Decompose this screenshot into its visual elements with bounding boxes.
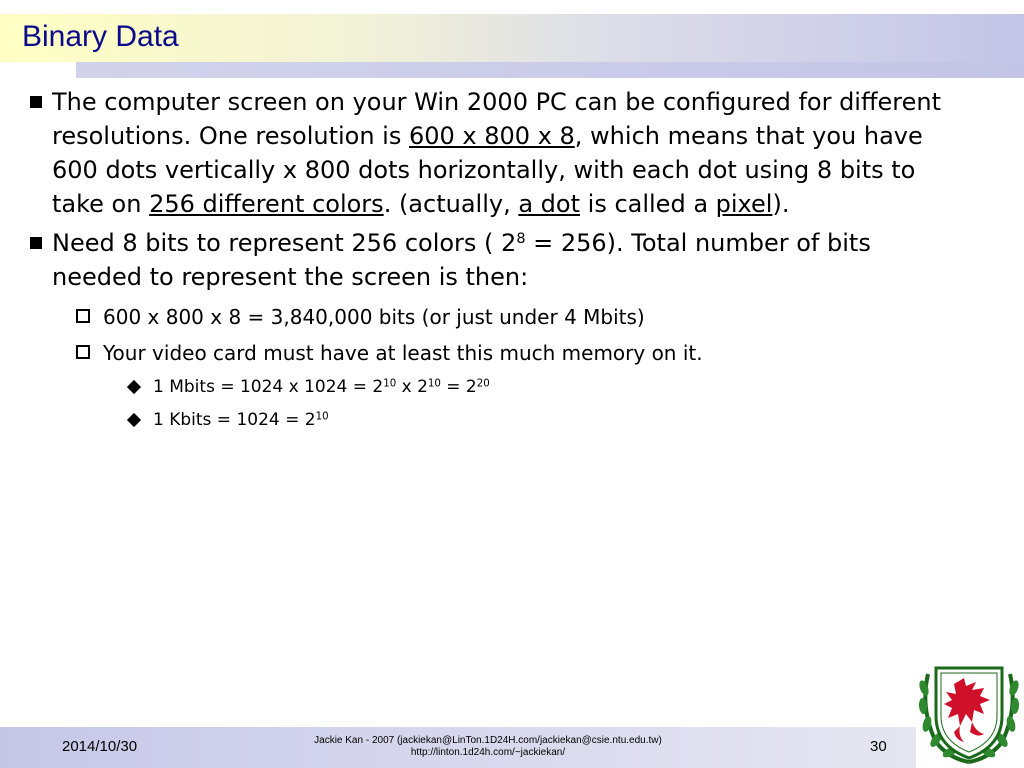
bullet-2 — [52, 226, 871, 294]
title-accent-strip — [76, 62, 1024, 78]
footer-credit-line-2: http://linton.1d24h.com/~jackiekan/ — [410, 747, 566, 758]
exponent: 10 — [315, 411, 329, 423]
underlined-term: 256 different colors — [149, 190, 384, 218]
square-bullet-icon — [30, 237, 42, 249]
exponent: 10 — [427, 378, 441, 390]
hollow-square-bullet-icon — [76, 345, 90, 359]
underlined-term: 600 x 800 x 8 — [408, 122, 575, 150]
diamond-bullet-icon — [127, 380, 141, 394]
diamond-bullet-icon — [127, 413, 141, 427]
sub-bullet-1: 600 x 800 x 8 = 3,840,000 bits (or just under 4 Mbits) — [103, 305, 645, 329]
hollow-square-bullet-icon — [76, 309, 90, 323]
footer-page-number: 30 — [870, 738, 887, 755]
exponent: 20 — [476, 378, 490, 390]
footer-credit — [240, 735, 736, 759]
bullet-1-line-3: 600 dots vertically x 800 dots horizontally, with each dot using 8 bits to — [52, 156, 916, 184]
sub-sub-bullet-1: 1 Mbits = 1024 x $1024 = 2^{10}$ x $2^{10} = 2^{20}$ — [153, 377, 490, 397]
exponent: 8 — [516, 231, 526, 248]
footer-credit-line-1: Jackie Kan - 2007 (jackiekan@LinTon.1D24H.com/jackiekan@csie.ntu.edu.tw) — [314, 735, 662, 746]
exponent: 10 — [383, 378, 397, 390]
bullet-1-line-4: take on 256 different colors. (actually, a dot is called a pixel). — [52, 190, 790, 218]
slide-title: Binary Data — [22, 20, 179, 53]
underlined-term: pixel — [715, 190, 773, 218]
bullet-2-line-2: needed to represent the screen is then: — [52, 263, 529, 291]
underlined-term: a dot — [518, 190, 581, 218]
bullet-1-line-1: The computer screen on your Win 2000 PC can be configured for different — [52, 88, 941, 116]
sub-sub-bullet-2: 1 Kbits = $1024 = 2^{10}$ — [153, 410, 329, 430]
sub-bullet-2: Your video card must have at least this much memory on it. — [103, 341, 703, 365]
dragon-crest-icon — [914, 654, 1024, 768]
footer-date: 2014/10/30 — [62, 738, 138, 755]
square-bullet-icon — [30, 96, 42, 108]
bullet-2-line-1: Need 8 bits to represent 256 colors ( $2^8 = 256$). Total number of bits — [52, 229, 871, 257]
bullet-1 — [52, 85, 941, 221]
bullet-1-line-2: resolutions. One resolution is 600 x 800 x 8, which means that you have — [52, 122, 923, 150]
